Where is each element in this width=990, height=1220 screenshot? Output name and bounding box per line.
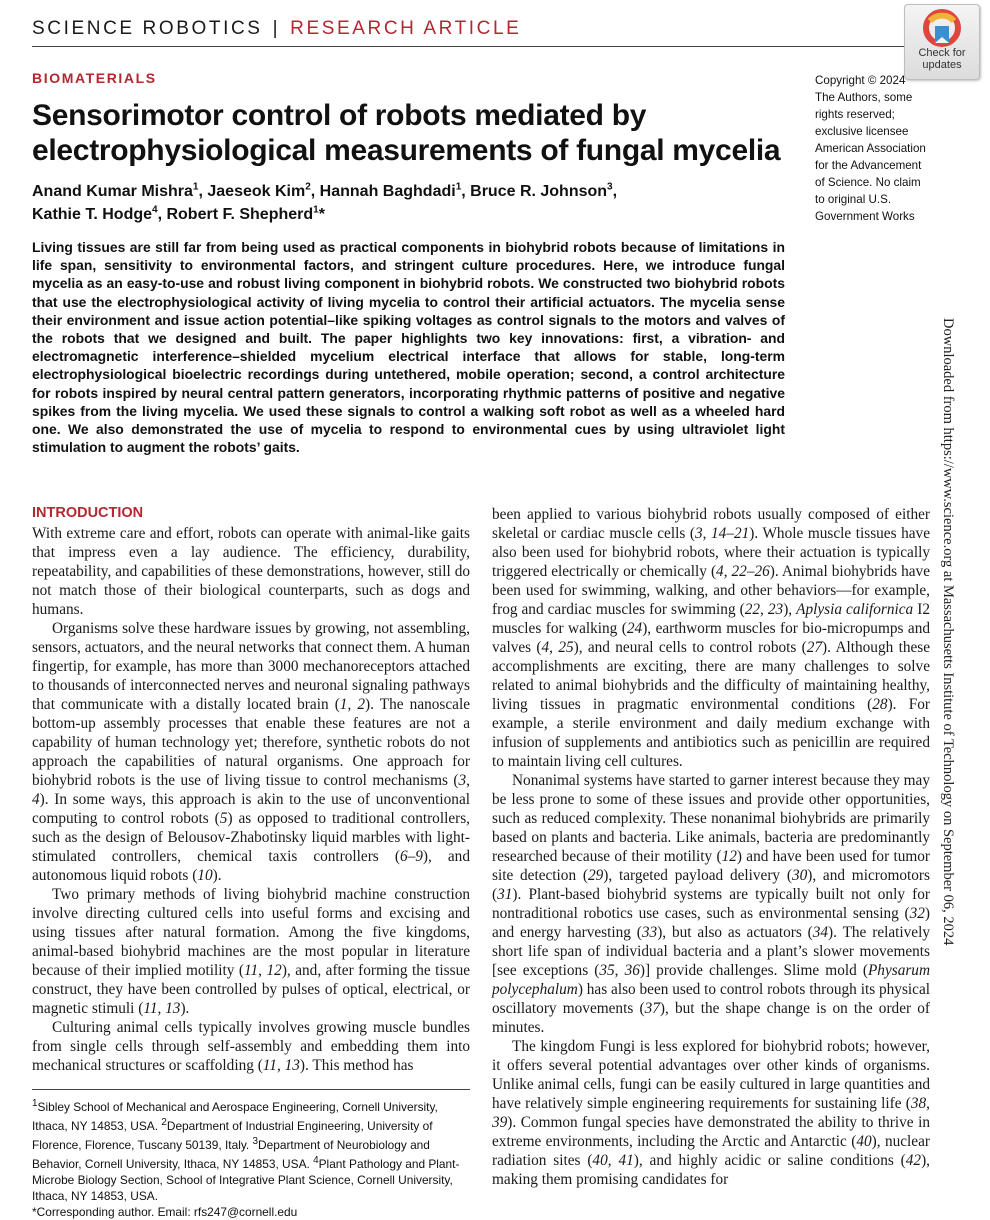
check-updates-label-2: updates xyxy=(922,59,962,71)
body-column-left xyxy=(32,504,470,1075)
body-paragraph: Nonanimal systems have started to garner interest because they may be less prone to some of these issues and provide other opportunities, such as reduced complexity. These nonanimal biohybrids are primarily based on plants and bacteria. Like animals, bacteria are predominantly researched because of their motility (12) and have been used for tumor site detection (29), targeted payload delivery (30), and micromotors (31). Plant-based biohybrid systems are typically built not only for nontraditional robotics use cases, such as environmental sensing (32) and energy harvesting (33), but also as actuators (34). The relatively short life span of individual bacteria and a plant’s slower movements [see exceptions (35, 36)] provide challenges. Slime mold (Physarum polycephalum) has also been used to control robots through its physical oscillatory movements (37), but the shape change is on the order of minutes. xyxy=(492,772,931,1036)
title-line-2: electrophysiological measurements of fungal mycelia xyxy=(32,134,781,167)
right-column-paragraphs xyxy=(492,505,930,1189)
check-for-updates-button[interactable] xyxy=(904,4,980,80)
journal-header xyxy=(32,18,521,40)
journal-name: SCIENCE ROBOTICS xyxy=(32,18,263,39)
body-paragraph: With extreme care and effort, robots can operate with animal-like gaits that impress even a lay audience. The efficiency, durability, repeatability, and capabilities of these demonstrations, however, still do not match those of their biological counterparts, such as dogs and humans. xyxy=(32,525,470,618)
article-title xyxy=(32,98,792,168)
header-separator: | xyxy=(272,18,281,39)
abstract: Living tissues are still far from being used as practical components in biohybrid robots because of limitations in life span, sensitivity to environmental factors, and stringent culture procedures. Here, we introduce fungal mycelia as an easy-to-use and robust living component in biohybrid robots. We constructed two biohybrid robots that use the electrophysiological activity of living mycelia to control their artificial actuators. The mycelia sense their environment and issue action potential–like spiking voltages as control signals to the motors and valves of the robots that we designed and built. The paper highlights two key innovations: first, a vibration- and electromagnetic interference–shielded mycelium electrical interface that allows for stable, long-term electrophysiological bioelectric recordings during untethered, mobile operation; second, a control architecture for robots inspired by neural central pattern generators, incorporating rhythmic patterns of positive and negative spikes from the living mycelia. We used these signals to control a walking soft robot as well as a wheeled hard one. We also demonstrated the use of mycelia to respond to environmental cues by using ultraviolet light stimulation to augment the robots’ gaits. xyxy=(32,239,785,456)
article-type: RESEARCH ARTICLE xyxy=(290,18,522,39)
title-line-1: Sensorimotor control of robots mediated by xyxy=(32,99,647,132)
section-kicker: BIOMATERIALS xyxy=(32,70,157,86)
body-paragraph: been applied to various biohybrid robots usually composed of either skeletal or cardiac muscle cells (3, 14–21). Whole muscle tissues have also been used for biohybrid robots, where their actuation is typically triggered electrically or chemically (4, 22–26). Animal biohybrids have been used for swimming, walking, and other behaviors—for example, frog and cardiac muscles for swimming (22, 23), Aplysia californica I2 muscles for walking (24), earthworm muscles for bio-micropumps and valves (4, 25), and neural cells to control robots (27). Although these accomplishments are exciting, there are many challenges to solve related to animal biohybrids and the difficulty of maintaining healthy, living tissues in pragmatic environmental conditions (28). For example, a sterile environment and daily medium exchange with infusion of supplements and antibiotics such as penicillin are required to maintain living cell cultures. xyxy=(492,506,931,770)
body-paragraph: Organisms solve these hardware issues by growing, not assembling, sensors, actuators, and the neural networks that connect them. A human fingertip, for example, has more than 3000 mechanoreceptors attached to thousands of interconnected nerves and neuronal signaling pathways that communicate with a distally located brain (1, 2). The nanoscale bottom-up assembly processes that enable these features are not a capability of human technology yet; therefore, synthetic robots do not approach the capabilities of natural organisms. One approach for biohybrid robots is the use of living tissue to control mechanisms (3, 4). In some ways, this approach is akin to the use of unconventional computing to control robots (5) as opposed to traditional controllers, such as the design of Belousov-Zhabotinsky liquid marbles with light-stimulated controllers, chemical taxis controllers (6–9), and autonomous liquid robots (10). xyxy=(32,620,470,884)
left-column-paragraphs xyxy=(32,524,470,1075)
body-column-right xyxy=(492,505,930,1189)
download-watermark: Downloaded from https://www.science.org at Massachusetts Institute of Technology on September 06, 2024 xyxy=(940,318,956,946)
introduction-heading: INTRODUCTION xyxy=(32,505,144,521)
header-divider xyxy=(32,46,907,47)
footnote-divider xyxy=(32,1089,470,1090)
body-paragraph: The kingdom Fungi is less explored for biohybrid robots; however, it offers several potential advantages over other kinds of organisms. Unlike animal cells, fungi can be easily cultured in large quantities and have relatively simple engineering requirements for sustaining life (38, 39). Common fungal species have demonstrated the ability to thrive in extreme environments, including the Arctic and Antarctic (40), nuclear radiation sites (40, 41), and highly acidic or saline conditions (42), making them promising candidates for xyxy=(492,1038,930,1188)
affiliations-footnote: $^1$Sibley School of Mechanical and Aerospace Engineering, Cornell University, Ithaca, NY 14853, USA. $^2$Department of Industrial Engineering, University of Florence, Florence, Tuscany 50139, Italy. $^3$Department of Neurobiology and Behavior, Cornell University, Ithaca, NY 14853, USA. $^4$Plant Pathology and Plant-Microbe Biology Section, School of Integrative Plant Science, Cornell University, Ithaca, NY 14853, USA. *Corresponding author. Email: rfs247@cornell.edu xyxy=(32,1098,460,1219)
crossmark-icon xyxy=(923,9,961,47)
body-paragraph: Culturing animal cells typically involves growing muscle bundles from single cells through self-assembly and embedding them into mechanical structures or scaffolding (11, 13). This method has xyxy=(32,1019,470,1074)
copyright-notice: Copyright © 2024 The Authors, some rights reserved; exclusive licensee American Association for the Advancement of Science. No claim to original U.S. Government Works xyxy=(815,74,926,223)
check-updates-label-1: Check for xyxy=(918,47,966,59)
body-paragraph: Two primary methods of living biohybrid machine construction involve directing cultured cells into useful forms and excising and using tissues after natural formation. Among the five kingdoms, animal-based biohybrid machines are the most popular in literature because of their implied motility (11, 12), and, after forming the tissue construct, they have been controlled by pulses of optical, electrical, or magnetic stimuli (11, 13). xyxy=(32,886,471,1017)
author-list: Anand Kumar Mishra$^1$, Jaeseok Kim$^2$, Hannah Baghdadi$^1$, Bruce R. Johnson$^3$, Kathie T. Hodge$^4$, Robert F. Shepherd$^1$* xyxy=(32,181,618,223)
